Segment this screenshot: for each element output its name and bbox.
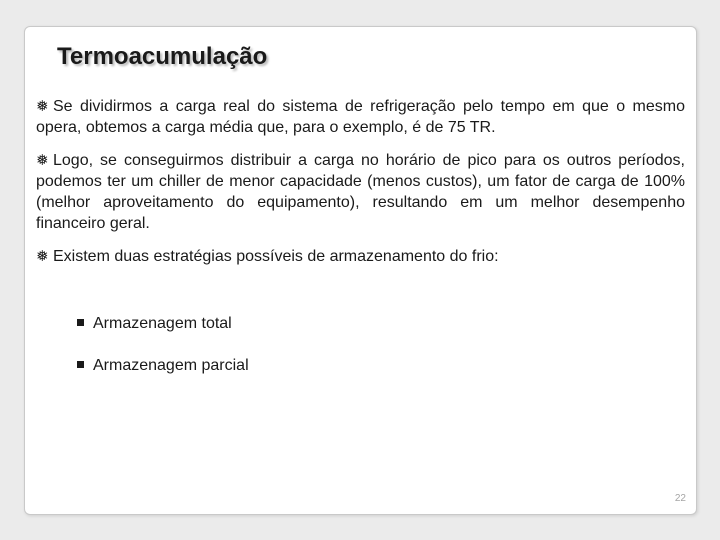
list-item-label: Armazenagem total bbox=[93, 315, 232, 332]
paragraph-2-text: Logo, se conseguirmos distribuir a carga no horário de pico para os outros períodos, podemos ter um chiller de menor capacidade (menos custos), um fator de carga de 100% (melhor aproveitamento do equipamento), resultando em um melhor desempenho financeiro geral. bbox=[36, 152, 685, 232]
paragraph-1 bbox=[36, 96, 685, 138]
list-item-label: Armazenagem parcial bbox=[93, 357, 249, 374]
list-item-armazenagem-parcial bbox=[77, 355, 249, 376]
list-item-armazenagem-total bbox=[77, 313, 232, 334]
snowflake-bullet-icon: ❅ bbox=[36, 152, 49, 169]
square-bullet-icon bbox=[77, 319, 84, 326]
slide-content bbox=[36, 96, 685, 279]
slide-title: Termoacumulação bbox=[57, 43, 268, 70]
paragraph-2 bbox=[36, 150, 685, 234]
snowflake-bullet-icon: ❅ bbox=[36, 98, 49, 115]
slide-number: 22 bbox=[674, 493, 686, 504]
paragraph-3-text: Existem duas estratégias possíveis de armazenamento do frio: bbox=[53, 248, 499, 265]
square-bullet-icon bbox=[77, 361, 84, 368]
snowflake-bullet-icon: ❅ bbox=[36, 248, 49, 265]
paragraph-1-text: Se dividirmos a carga real do sistema de refrigeração pelo tempo em que o mesmo opera, obtemos a carga média que, para o exemplo, é de 75 TR. bbox=[36, 98, 685, 136]
paragraph-3 bbox=[36, 246, 685, 267]
